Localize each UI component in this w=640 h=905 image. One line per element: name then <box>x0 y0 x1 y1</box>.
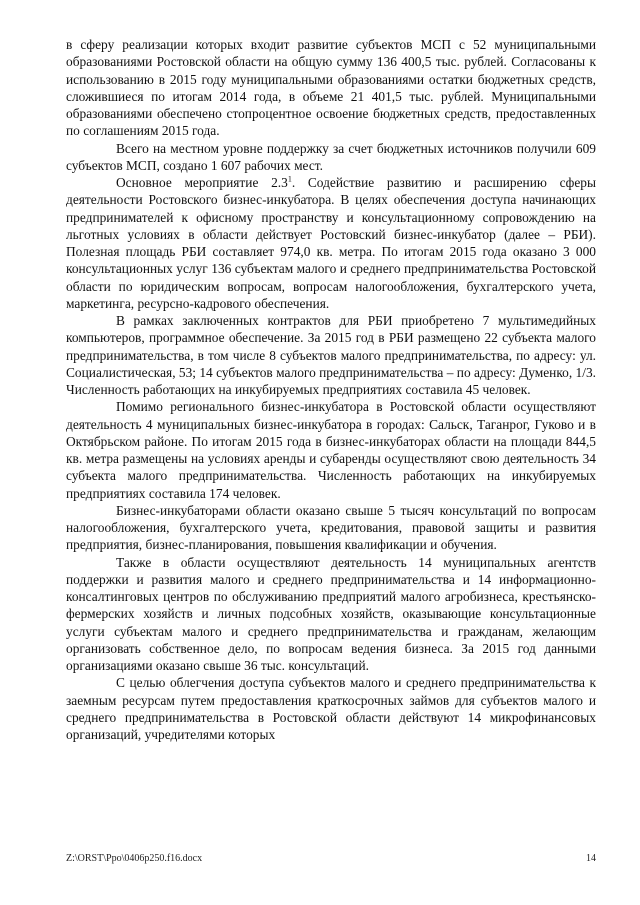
paragraph-2: Всего на местном уровне поддержку за счет бюджетных источников получили 609 субъектов МСП, создано 1 607 рабочих мест. <box>66 140 596 173</box>
footnote-reference[interactable]: 1 <box>287 174 292 184</box>
paragraph-3-lead: Основное мероприятие 2.3 <box>116 175 288 190</box>
paragraph-5: Помимо регионального бизнес-инкубатора в Ростовской области осуществляют деятельность 4 муниципальных бизнес-инкубатора в городах: Сальск, Таганрог, Гуково и в Октябрьском районе. По итогам 2015 года в бизнес-инкубаторах области на площади 844,5 кв. метра размещены на условиях аренды и субаренды осуществляют свою деятельность 34 субъекта малого предпринимательства. Численность работающих на инкубируемых предприятиях составила 174 человек. <box>66 399 596 501</box>
paragraph-6: Бизнес-инкубаторами области оказано свыше 5 тысяч консультаций по вопросам налогообложения, бухгалтерского учета, кредитования, правовой защиты и развития предприятия, бизнес-планирования, повышения квалификации и обучения. <box>66 502 596 553</box>
page-number: 14 <box>586 853 596 864</box>
paragraph-3-body: . Содействие развитию и расширению сферы деятельности Ростовского бизнес-инкубатора. В целях обеспечения доступа начинающих предпринимателей к офисному пространству и консультационному сопровождению на льготных условиях в области действует Ростовский бизнес-инкубатор (далее – РБИ). Полезная площадь РБИ составляет 974,0 кв. метра. По итогам 2015 года оказано 3 000 консультационных услуг 136 субъектам малого и среднего предпринимательства Ростовской области по юридическим вопросам, вопросам налогообложения, бухгалтерского учета, маркетинга, ресурсно-кадрового обеспечения. <box>66 175 596 311</box>
paragraph-1: в сферу реализации которых входит развитие субъектов МСП с 52 муниципальными образованиями Ростовской области на общую сумму 136 400,5 тыс. рублей. Согласованы к использованию в 2015 году муниципальными образованиями остатки бюджетных средств, сложившиеся по итогам 2014 года, в объеме 21 401,5 тыс. рублей. Муниципальными образованиями обеспечено стопроцентное освоение бюджетных средств, предоставленных по соглашениям 2015 года. <box>66 37 596 139</box>
paragraph-8: С целью облегчения доступа субъектов малого и среднего предпринимательства к заемным ресурсам путем предоставления краткосрочных займов для субъектов малого и среднего предпринимательства в Ростовской области действуют 14 микрофинансовых организаций, учредителями которых <box>66 675 596 742</box>
footer-file-path: Z:\ORST\Ppo\0406p250.f16.docx <box>66 853 203 864</box>
paragraph-3 <box>66 174 596 312</box>
document-page <box>66 36 596 743</box>
paragraph-7: Также в области осуществляют деятельность 14 муниципальных агентств поддержки и развития малого и среднего предпринимательства и 14 информационно-консалтинговых центров по обслуживанию предприятий малого агробизнеса, крестьянско-фермерских хозяйств и личных подсобных хозяйств, оказывающие консультационные услуги субъектам малого и среднего предпринимательства и гражданам, желающим организовать собственное дело, по вопросам ведения бизнеса. За 2015 год данными организациями оказано свыше 36 тыс. консультаций. <box>66 554 596 673</box>
paragraph-4: В рамках заключенных контрактов для РБИ приобретено 7 мультимедийных компьютеров, программное обеспечение. За 2015 год в РБИ размещено 22 субъекта малого предпринимательства, в том числе 8 субъектов малого предпринимательства, по адресу: ул. Социалистическая, 53; 14 субъектов малого предпринимательства – по адресу: Думенко, 1/3. Численность работающих на инкубируемых предприятиях составила 45 человек. <box>66 313 596 397</box>
